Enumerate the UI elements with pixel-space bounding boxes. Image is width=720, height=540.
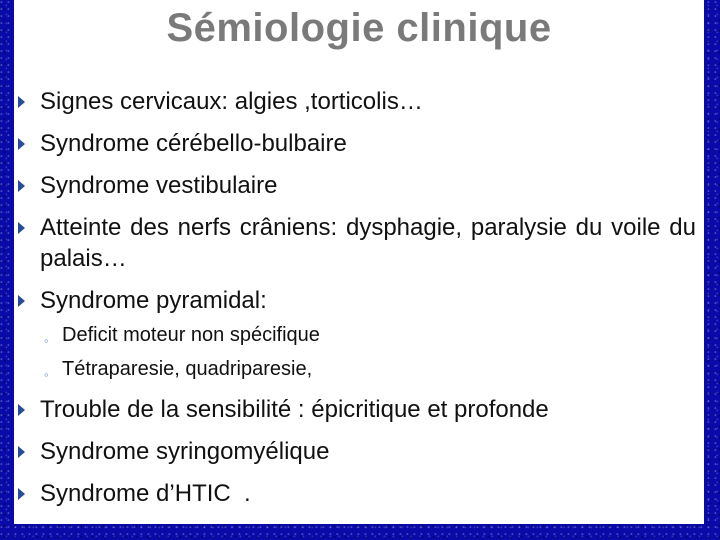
triangle-right-icon [18,446,25,458]
list-item-text: Syndrome pyramidal: [40,287,267,314]
slide [14,0,704,524]
circle-icon: ◦ [44,333,49,348]
slide-title: Sémiologie clinique [166,6,552,50]
triangle-right-icon [18,404,25,416]
circle-icon: ◦ [44,367,49,382]
list-item [14,128,704,159]
list-item-text: Syndrome d’HTIC . [40,480,251,507]
list-item-text: Atteinte des nerfs crâniens: dysphagie, paralysie du voile du palais… [40,214,696,272]
list-item [14,394,704,425]
sub-list-item [14,356,704,382]
sub-list-item-text: Deficit moteur non spécifique [62,324,320,346]
sub-list-item-text: Tétraparesie, quadriparesie, [62,358,313,380]
triangle-right-icon [18,180,25,192]
list-item-text: Trouble de la sensibilité : épicritique et profonde [40,396,549,423]
sub-list-item [14,322,704,348]
list-item-text: Syndrome cérébello-bulbaire [40,130,347,157]
triangle-right-icon [18,138,25,150]
bullet-list [14,86,704,520]
triangle-right-icon [18,488,25,500]
list-item-text: Syndrome vestibulaire [40,172,278,199]
list-item [14,478,704,509]
list-item-text: Signes cervicaux: algies ,torticolis… [40,88,423,115]
list-item-text: Syndrome syringomyélique [40,438,330,465]
list-item [14,436,704,467]
list-item [14,86,704,117]
triangle-right-icon [18,222,25,234]
list-item [14,170,704,201]
triangle-right-icon [18,96,25,108]
triangle-right-icon [18,295,25,307]
list-item [14,212,704,274]
list-item [14,285,704,316]
